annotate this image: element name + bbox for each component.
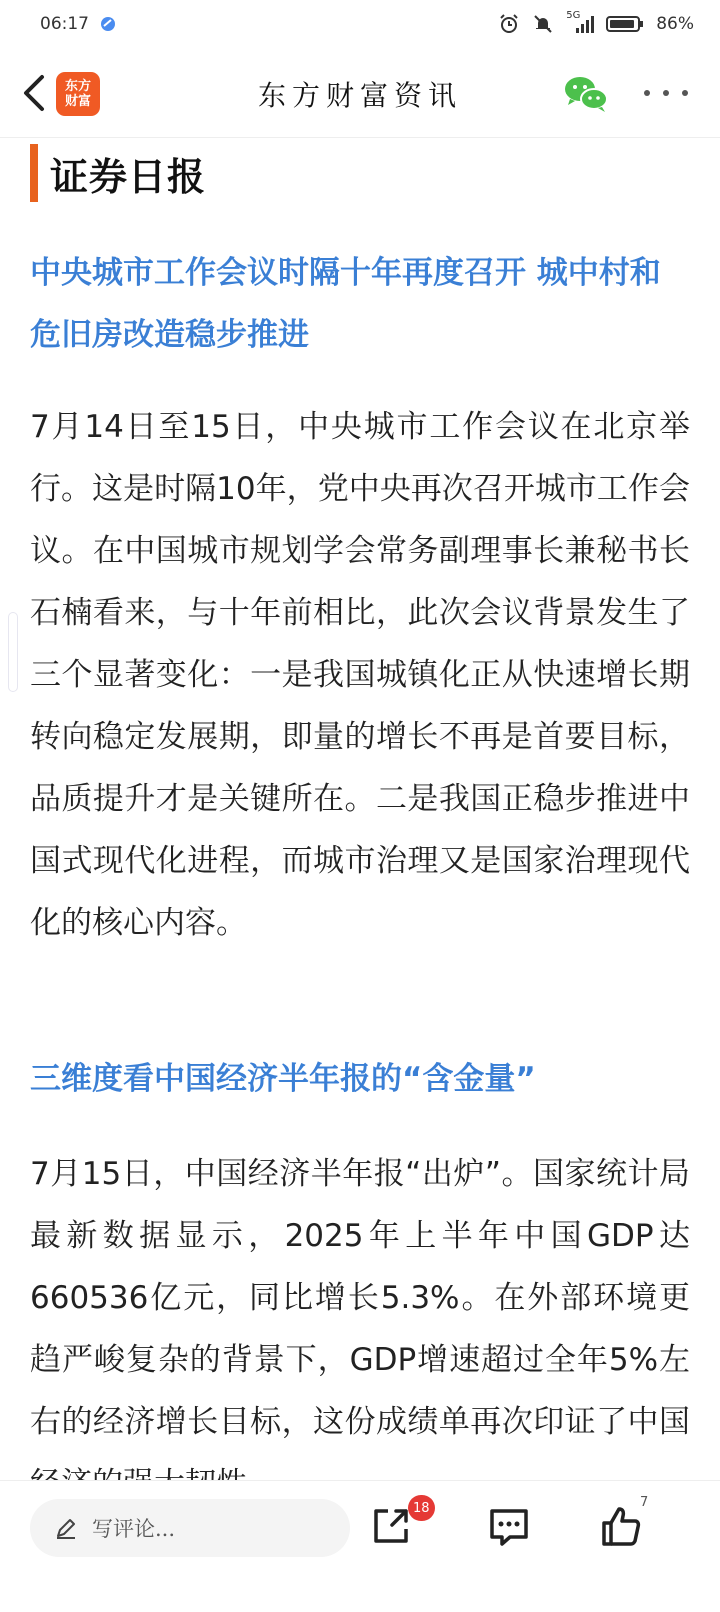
mute-icon: [532, 13, 554, 35]
comment-bubble-icon: [484, 1501, 534, 1551]
more-dot-icon: [682, 90, 688, 96]
more-dot-icon: [663, 90, 669, 96]
share-count-badge: 18: [408, 1495, 435, 1521]
page-title: 东方财富资讯: [257, 79, 462, 112]
bottom-action-bar: [0, 1480, 720, 1612]
scroll-indicator[interactable]: [8, 612, 18, 692]
back-button[interactable]: [14, 68, 54, 118]
more-dot-icon: [644, 90, 650, 96]
article-content: [0, 138, 720, 1520]
status-time: 06:17: [40, 14, 89, 34]
section-title: 证券日报: [50, 154, 207, 199]
chevron-left-icon: [20, 73, 48, 113]
signal-icon: [566, 10, 594, 34]
article-body: 7月14日至15日，中央城市工作会议在北京举行。这是时隔10年，党中央再次召开城市工作会议。在中国城市规划学会常务副理事长兼秘书长石楠看来，与十年前相比，此次会议背景发生了三个显著变化：一是我国城镇化正从快速增长期转向稳定发展期，即量的增长不再是首要目标，品质提升才是关键所在。二是我国正稳步推进中国式现代化进程，而城市治理又是国家治理现代化的核心内容。: [30, 409, 690, 941]
battery-level: 86%: [656, 14, 694, 34]
network-label: 5G: [566, 10, 581, 21]
notification-bubble-icon: [99, 15, 117, 33]
section-accent-bar: [30, 144, 38, 202]
comment-input[interactable]: [30, 1499, 350, 1557]
like-count: 7: [640, 1495, 649, 1510]
logo-line-2: 财富: [64, 94, 91, 109]
article-title[interactable]: 中央城市工作会议时隔十年再度召开 城中村和危旧房改造稳步推进: [30, 255, 661, 353]
alarm-icon: [498, 13, 520, 35]
pencil-icon: [54, 1516, 78, 1540]
wechat-share-button[interactable]: [562, 72, 610, 116]
status-bar: [0, 0, 720, 48]
battery-icon: [606, 14, 644, 34]
comment-placeholder: 写评论...: [92, 1517, 176, 1541]
article-body: 7月15日，中国经济半年报“出炉”。国家统计局最新数据显示，2025年上半年中国GDP达660536亿元，同比增长5.3%。在外部环境更趋严峻复杂的背景下，GDP增速超过全年5%左右的经济增长目标，这份成绩单再次印证了中国: [30, 1156, 690, 1440]
more-options-button[interactable]: [644, 78, 688, 108]
logo-line-1: 东方: [64, 79, 91, 94]
nav-bar: [0, 48, 720, 138]
wechat-icon: [562, 72, 610, 116]
comments-button[interactable]: [484, 1501, 534, 1551]
section-header: [30, 144, 206, 202]
article-title[interactable]: 三维度看中国经济半年报的“含金量”: [30, 1061, 536, 1097]
app-logo[interactable]: [56, 72, 100, 116]
like-button[interactable]: [596, 1501, 646, 1551]
thumbs-up-icon: [596, 1501, 646, 1551]
